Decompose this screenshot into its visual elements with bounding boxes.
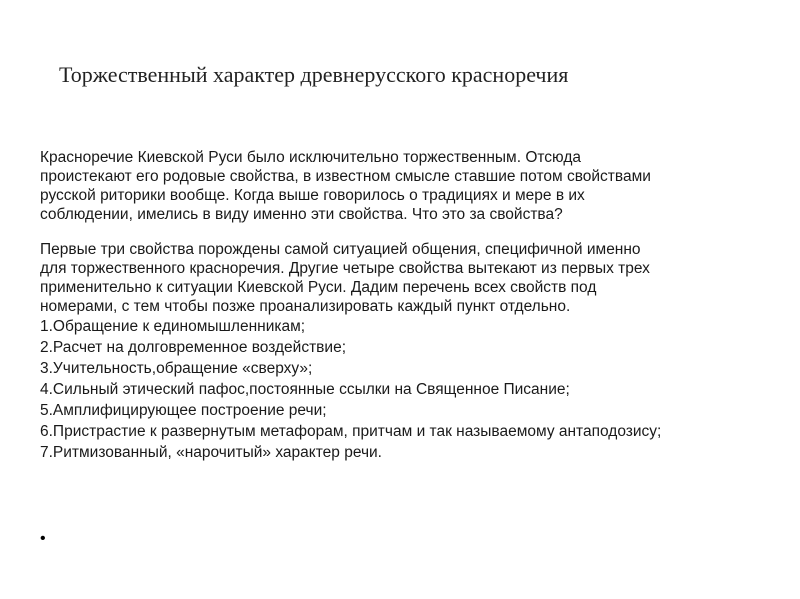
text-line: номерами, с тем чтобы позже проанализировать каждый пункт отдельно. [40,298,571,315]
paragraph-properties [40,240,770,463]
empty-bullet: • [40,530,46,547]
list-item: 6.Пристрастие к развернутым метафорам, притчам и так называемому антаподозису; [40,423,662,440]
paragraph-intro [40,148,770,224]
list-item: 5.Амплифицирующее построение речи; [40,402,327,419]
slide-body [40,148,770,463]
list-item: 2.Расчет на долговременное воздействие; [40,339,347,356]
text-line: русской риторики вообще. Когда выше говорилось о традициях и мере в их [40,187,585,204]
properties-list [40,316,770,463]
text-line: проистекают его родовые свойства, в известном смысле ставшие потом свойствами [40,168,651,185]
text-line: для торжественного красноречия. Другие четыре свойства вытекают из первых трех [40,260,650,277]
text-line: Красноречие Киевской Руси было исключительно торжественным. Отсюда [40,149,581,166]
text-line: применительно к ситуации Киевской Руси. Дадим перечень всех свойств под [40,279,597,296]
list-item: 1.Обращение к единомышленникам; [40,318,306,335]
list-item: 3.Учительность,обращение «сверху»; [40,360,313,377]
slide-title: Торжественный характер древнерусского красноречия [59,62,569,87]
list-item: 7.Ритмизованный, «нарочитый» характер речи. [40,444,382,461]
text-line: соблюдении, имелись в виду именно эти свойства. Что это за свойства? [40,206,563,223]
list-item: 4.Сильный этический пафос,постоянные ссылки на Священное Писание; [40,381,570,398]
text-line: Первые три свойства порождены самой ситуацией общения, специфичной именно [40,241,641,258]
